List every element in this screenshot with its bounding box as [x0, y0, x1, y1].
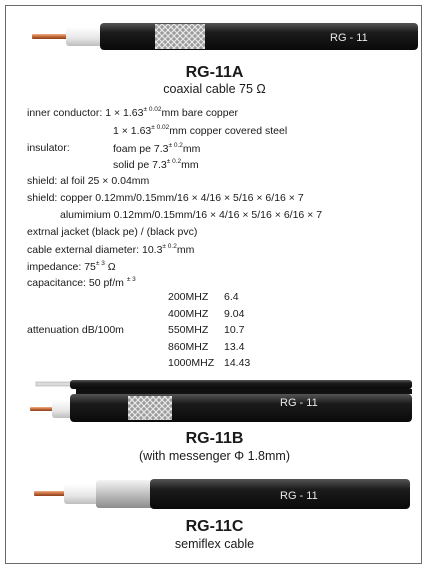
- rg11c-cable-image: [0, 472, 429, 516]
- spec-shield-copper: shield: copper 0.12mm/0.15mm/16 × 4/16 × 5/16 × 6/16 × 7: [27, 192, 304, 204]
- attenuation-freq: 400MHZ: [168, 308, 209, 320]
- rg11c-jacket-label: RG - 11: [280, 490, 318, 502]
- spec-jacket: extrnal jacket (black pe) / (black pvc): [27, 226, 198, 238]
- rg11c-title: RG-11C: [185, 518, 244, 535]
- attenuation-freq: 860MHZ: [168, 341, 209, 353]
- attenuation-freq: 200MHZ: [168, 291, 209, 303]
- spec-impedance: impedance: $75^{\pm 3}$ Ω: [27, 260, 116, 273]
- spec-insulator-label: insulator:: [27, 142, 70, 154]
- rg11c-subtitle: semiflex cable: [174, 537, 255, 551]
- spec-insulator-1: foam pe $7.3^{\pm 0.2}mm$: [113, 142, 201, 155]
- attenuation-value: 13.4: [224, 341, 245, 353]
- rg11a-cable-image: [0, 6, 429, 60]
- spec-insulator-2: solid pe $7.3^{\pm 0.2}mm$: [113, 158, 199, 171]
- rg11b-jacket-label: RG - 11: [280, 397, 318, 409]
- attenuation-value: 10.7: [224, 324, 245, 336]
- attenuation-freq: 550MHZ: [168, 324, 209, 336]
- rg11b-cable-image: [0, 376, 429, 428]
- spec-capacitance: capacitance: 50 pf/m $^{\pm 3}$: [27, 276, 136, 289]
- rg11b-subtitle: (with messenger Φ 1.8mm): [139, 449, 290, 463]
- spec-shield-foil: shield: al foil 25 × 0.04mm: [27, 175, 150, 187]
- spec-shield-aluminium: alumimium 0.12mm/0.15mm/16 × 4/16 × 5/16 × 6/16 × 7: [60, 209, 323, 221]
- attenuation-label: attenuation dB/100m: [27, 324, 124, 336]
- spec-inner-conductor-1: inner conductor: $1 \times 1.63^{\pm 0.02}mm$ bare copper: [27, 106, 238, 119]
- attenuation-freq: 1000MHZ: [168, 357, 215, 369]
- spec-diameter: cable external diameter: $10.3^{\pm 0.2}mm$: [27, 243, 195, 256]
- spec-inner-conductor-2: $1 \times 1.63^{\pm 0.02}mm$ copper covered steel: [113, 124, 288, 137]
- rg11b-title: RG-11B: [185, 430, 244, 447]
- attenuation-value: 6.4: [224, 291, 239, 303]
- rg11a-subtitle: coaxial cable 75 Ω: [163, 82, 266, 96]
- attenuation-value: 14.43: [224, 357, 251, 369]
- rg11a-jacket-label: RG - 11: [330, 32, 368, 44]
- attenuation-value: 9.04: [224, 308, 245, 320]
- rg11a-title: RG-11A: [185, 64, 244, 81]
